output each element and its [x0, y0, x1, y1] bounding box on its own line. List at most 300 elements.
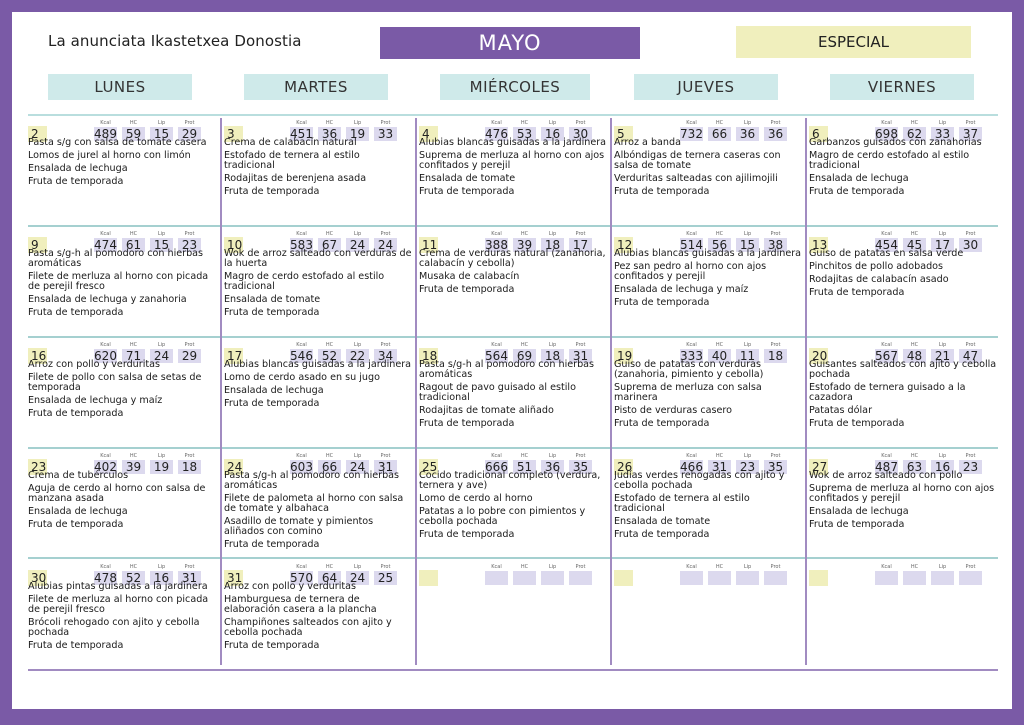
nutrient-label: Prot: [965, 342, 976, 348]
nutrient-label: HC: [129, 231, 138, 237]
nutrient-value: 39: [122, 460, 145, 474]
day-number: 3: [224, 126, 243, 142]
dish-item: Ensalada de lechuga y maíz: [614, 284, 749, 295]
nutrient-label: HC: [325, 231, 334, 237]
dish-item: Ensalada de lechuga: [28, 506, 128, 517]
dish-item: Pasta s/g-h al pomodoro con hierbas aromáticas: [28, 248, 204, 269]
special-label: ESPECIAL: [736, 26, 971, 58]
dish-item: Fruta de temporada: [419, 529, 515, 540]
day-number: 20: [809, 348, 828, 364]
dish-item: Suprema de merluza con salsa marinera: [614, 382, 762, 403]
nutrient-value: [541, 571, 564, 585]
nutrient-value: [708, 571, 731, 585]
dish-list: [224, 360, 413, 412]
nutrient-value: 489: [94, 127, 117, 141]
nutrient-label: HC: [910, 453, 919, 459]
day-number: 9: [28, 237, 47, 253]
nutrient-value: 11: [736, 349, 759, 363]
nutrient-value: 66: [708, 127, 731, 141]
nutrient-label: Kcal: [296, 231, 307, 237]
dish-item: Alubias blancas guisadas a la jardinera: [224, 359, 412, 370]
dish-item: Crema de calabacín natural: [224, 137, 357, 148]
dish-item: Verduritas salteadas con ajilimojili: [614, 173, 778, 184]
nutrient-label: HC: [520, 231, 529, 237]
nutrient-value: 15: [150, 127, 173, 141]
nutrient-value: 36: [736, 127, 759, 141]
dish-item: Arroz a banda: [614, 137, 681, 148]
day-number: 17: [224, 348, 243, 364]
dish-item: Alubias blancas guisadas a la jardinera: [614, 248, 802, 259]
dish-item: Fruta de temporada: [419, 186, 515, 197]
nutrient-value: 25: [374, 571, 397, 585]
dish-item: Fruta de temporada: [809, 418, 905, 429]
nutrient-label: Lip: [353, 453, 362, 459]
nutrient-label: Kcal: [100, 564, 111, 570]
nutrient-value: 33: [931, 127, 954, 141]
nutrient-label: Prot: [965, 120, 976, 126]
day-cell: [28, 231, 217, 339]
nutrient-label: Lip: [157, 231, 166, 237]
nutrient-lip: [541, 564, 564, 586]
day-number: 11: [419, 237, 438, 253]
dish-item: Fruta de temporada: [224, 398, 320, 409]
nutrient-label: HC: [129, 564, 138, 570]
day-number: 31: [224, 570, 243, 586]
dish-list: [419, 138, 608, 200]
nutrient-label: Kcal: [491, 564, 502, 570]
nutrient-label: Prot: [184, 564, 195, 570]
nutrient-label: Lip: [938, 564, 947, 570]
day-cell: [419, 120, 608, 228]
day-number: [614, 570, 633, 586]
nutrient-label: Lip: [743, 453, 752, 459]
nutrient-label: Lip: [353, 231, 362, 237]
dish-list: [809, 471, 998, 533]
nutrient-value: 17: [931, 238, 954, 252]
dish-item: Estofado de ternera al estilo tradicional: [224, 150, 360, 171]
nutrient-label: Prot: [770, 342, 781, 348]
nutrient-value: 17: [569, 238, 592, 252]
dish-list: [614, 360, 803, 432]
nutrient-value: 36: [764, 127, 787, 141]
nutrient-label: Kcal: [881, 342, 892, 348]
nutrient-value: 514: [680, 238, 703, 252]
nutrient-label: Prot: [184, 342, 195, 348]
nutrient-label: HC: [715, 231, 724, 237]
day-cell: [224, 564, 413, 672]
nutrient-value: 71: [122, 349, 145, 363]
nutrient-label: HC: [910, 342, 919, 348]
dish-item: Brócoli rehogado con ajito y cebolla pochada: [28, 617, 200, 638]
nutrient-label: Lip: [548, 231, 557, 237]
nutrient-value: 61: [122, 238, 145, 252]
nutrient-prot: [764, 564, 787, 586]
nutrient-label: Prot: [380, 120, 391, 126]
dish-list: [614, 249, 803, 311]
dish-item: Rodajitas de berenjena asada: [224, 173, 367, 184]
dish-list: [28, 471, 217, 533]
dish-item: Fruta de temporada: [614, 418, 710, 429]
nutrient-label: Prot: [770, 120, 781, 126]
dish-item: Fruta de temporada: [224, 640, 320, 651]
nutrient-value: 22: [346, 349, 369, 363]
dish-list: [614, 138, 803, 200]
dish-list: [614, 471, 803, 543]
nutrient-value: 64: [318, 571, 341, 585]
nutrient-label: Prot: [965, 564, 976, 570]
nutrient-value: 487: [875, 460, 898, 474]
dish-list: [809, 249, 998, 301]
nutrient-label: Prot: [184, 453, 195, 459]
nutrient-label: Kcal: [881, 453, 892, 459]
nutrition-row: [809, 564, 998, 588]
nutrient-label: Prot: [770, 453, 781, 459]
dish-item: Suprema de merluza al horno con ajos confitados y perejil: [809, 483, 995, 504]
day-cell: [809, 231, 998, 339]
dish-list: [224, 249, 413, 321]
nutrient-value: 546: [290, 349, 313, 363]
day-cell: [28, 342, 217, 450]
dish-list: [419, 360, 608, 432]
nutrient-value: 466: [680, 460, 703, 474]
day-number: [809, 570, 828, 586]
dish-item: Magro de cerdo estofado al estilo tradicional: [224, 271, 385, 292]
dish-item: Pasta s/g-h al pomodoro con hierbas aromáticas: [224, 470, 400, 491]
day-cell: [224, 120, 413, 228]
nutrient-value: 47: [959, 349, 982, 363]
dish-item: Wok de arroz salteado con verduras de la huerta: [224, 248, 412, 269]
nutrient-value: 402: [94, 460, 117, 474]
nutrient-value: [903, 571, 926, 585]
day-number: 18: [419, 348, 438, 364]
nutrient-label: Prot: [184, 120, 195, 126]
dish-item: Fruta de temporada: [28, 176, 124, 187]
dish-item: Cocido tradicional completo (verdura, ternera y ave): [419, 470, 601, 491]
dish-item: Filete de palometa al horno con salsa de tomate y albahaca: [224, 493, 404, 514]
nutrient-label: Lip: [743, 120, 752, 126]
dish-item: Filete de pollo con salsa de setas de temporada: [28, 372, 202, 393]
dish-item: Pez san pedro al horno con ajos confitados y perejil: [614, 261, 767, 282]
nutrient-label: HC: [129, 342, 138, 348]
nutrient-value: 24: [346, 571, 369, 585]
day-cell: [614, 120, 803, 228]
dish-item: Albóndigas de ternera caseras con salsa de tomate: [614, 150, 781, 171]
day-number: 13: [809, 237, 828, 253]
nutrient-label: Prot: [184, 231, 195, 237]
nutrient-value: [513, 571, 536, 585]
nutrient-value: 567: [875, 349, 898, 363]
nutrient-label: Lip: [157, 120, 166, 126]
nutrient-value: 24: [150, 349, 173, 363]
nutrient-value: 18: [764, 349, 787, 363]
nutrient-kcal: [485, 564, 508, 586]
day-number: 2: [28, 126, 47, 142]
day-cell: [614, 564, 803, 672]
column-divider: [805, 118, 807, 665]
nutrient-label: Kcal: [491, 231, 502, 237]
day-cell: [28, 120, 217, 228]
dish-item: Filete de merluza al horno con picada de perejil fresco: [28, 271, 209, 292]
nutrient-label: Kcal: [881, 231, 892, 237]
nutrient-value: 48: [903, 349, 926, 363]
nutrient-value: 34: [374, 349, 397, 363]
nutrient-value: 31: [374, 460, 397, 474]
dish-item: Pisto de verduras casero: [614, 405, 733, 416]
day-cell: [809, 120, 998, 228]
dish-item: Pinchitos de pollo adobados: [809, 261, 944, 272]
nutrient-value: 620: [94, 349, 117, 363]
nutrient-label: Lip: [157, 564, 166, 570]
nutrient-value: 18: [178, 460, 201, 474]
day-number: 4: [419, 126, 438, 142]
nutrient-label: Lip: [743, 564, 752, 570]
nutrient-value: 23: [178, 238, 201, 252]
nutrient-label: Prot: [575, 342, 586, 348]
dish-item: Rodajitas de tomate aliñado: [419, 405, 554, 416]
nutrient-value: 30: [959, 238, 982, 252]
nutrient-label: Kcal: [881, 564, 892, 570]
nutrient-label: Prot: [380, 453, 391, 459]
dish-item: Fruta de temporada: [224, 539, 320, 550]
dish-item: Fruta de temporada: [419, 284, 515, 295]
day-cell: [419, 231, 608, 339]
nutrient-value: 69: [513, 349, 536, 363]
dish-item: Fruta de temporada: [614, 529, 710, 540]
nutrient-value: 52: [318, 349, 341, 363]
nutrient-value: 666: [485, 460, 508, 474]
nutrient-label: HC: [129, 453, 138, 459]
nutrient-label: Prot: [575, 231, 586, 237]
nutrient-label: Prot: [380, 342, 391, 348]
day-header-tuesday: MARTES: [244, 74, 388, 100]
nutrient-label: Kcal: [686, 120, 697, 126]
day-number: 23: [28, 459, 47, 475]
month-title: MAYO: [380, 27, 640, 59]
dish-list: [28, 360, 217, 422]
day-header-wednesday: MIÉRCOLES: [440, 74, 590, 100]
day-cell: [614, 342, 803, 450]
nutrient-prot: [959, 564, 982, 586]
nutrient-label: Kcal: [296, 453, 307, 459]
dish-list: [28, 582, 217, 654]
dish-item: Lomo de cerdo al horno: [419, 493, 533, 504]
school-name: La anunciata Ikastetxea Donostia: [48, 32, 302, 50]
dish-item: Rodajitas de calabacín asado: [809, 274, 949, 285]
dish-item: Suprema de merluza al horno con ajos confitados y perejil: [419, 150, 605, 171]
nutrient-value: 35: [764, 460, 787, 474]
nutrient-value: 53: [513, 127, 536, 141]
nutrient-value: 45: [903, 238, 926, 252]
nutrient-label: Prot: [380, 231, 391, 237]
nutrient-label: HC: [910, 564, 919, 570]
nutrient-label: Prot: [770, 231, 781, 237]
nutrient-label: Lip: [743, 231, 752, 237]
nutrient-label: Lip: [548, 453, 557, 459]
dish-item: Lomos de jurel al horno con limón: [28, 150, 191, 161]
dish-item: Pasta s/g con salsa de tomate casera: [28, 137, 207, 148]
nutrient-value: [959, 571, 982, 585]
nutrient-label: Prot: [575, 564, 586, 570]
dish-list: [28, 138, 217, 190]
day-header-monday: LUNES: [48, 74, 192, 100]
table-top-line: [28, 114, 998, 116]
nutrient-value: 40: [708, 349, 731, 363]
nutrient-label: HC: [129, 120, 138, 126]
nutrient-value: 31: [708, 460, 731, 474]
nutrient-label: HC: [325, 453, 334, 459]
nutrient-prot: [569, 564, 592, 586]
nutrient-label: Kcal: [296, 342, 307, 348]
nutrient-label: HC: [715, 342, 724, 348]
dish-item: Fruta de temporada: [809, 287, 905, 298]
dish-item: Guisantes salteados con ajito y cebolla pochada: [809, 359, 997, 380]
dish-item: Fruta de temporada: [28, 519, 124, 530]
nutrient-value: 63: [903, 460, 926, 474]
dish-item: Guiso de patatas en salsa verde: [809, 248, 964, 259]
day-number: 25: [419, 459, 438, 475]
nutrient-label: HC: [910, 231, 919, 237]
dish-item: Fruta de temporada: [224, 186, 320, 197]
day-number: 12: [614, 237, 633, 253]
dish-item: Fruta de temporada: [809, 186, 905, 197]
nutrient-value: 564: [485, 349, 508, 363]
nutrient-label: Prot: [965, 231, 976, 237]
dish-item: Aguja de cerdo al horno con salsa de manzana asada: [28, 483, 206, 504]
nutrient-value: 36: [318, 127, 341, 141]
dish-item: Fruta de temporada: [28, 640, 124, 651]
dish-list: [224, 471, 413, 553]
day-cell: [809, 453, 998, 561]
nutrient-value: 15: [150, 238, 173, 252]
nutrient-label: Prot: [575, 453, 586, 459]
nutrient-label: Prot: [770, 564, 781, 570]
nutrient-label: Kcal: [296, 564, 307, 570]
day-number: 19: [614, 348, 633, 364]
dish-item: Ensalada de lechuga: [224, 385, 324, 396]
dish-item: Crema de verduras natural (zanahoria, calabacín y cebolla): [419, 248, 606, 269]
nutrient-label: Kcal: [491, 342, 502, 348]
nutrient-label: Kcal: [491, 120, 502, 126]
dish-item: Fruta de temporada: [419, 418, 515, 429]
nutrient-value: 31: [178, 571, 201, 585]
nutrient-label: Kcal: [686, 342, 697, 348]
nutrient-value: 16: [150, 571, 173, 585]
day-number: 30: [28, 570, 47, 586]
day-number: 26: [614, 459, 633, 475]
nutrition-row: [614, 564, 803, 588]
nutrient-value: 39: [513, 238, 536, 252]
nutrient-value: 732: [680, 127, 703, 141]
day-header-thursday: JUEVES: [634, 74, 778, 100]
dish-item: Musaka de calabacín: [419, 271, 520, 282]
nutrient-label: HC: [520, 120, 529, 126]
day-number: 24: [224, 459, 243, 475]
day-cell: [224, 342, 413, 450]
nutrient-value: 23: [959, 460, 982, 474]
nutrient-value: 15: [736, 238, 759, 252]
dish-item: Ensalada de lechuga: [809, 173, 909, 184]
nutrient-label: Kcal: [686, 564, 697, 570]
day-cell: [419, 564, 608, 672]
dish-list: [224, 138, 413, 200]
nutrient-value: 583: [290, 238, 313, 252]
dish-item: Arroz con pollo y verduritas: [28, 359, 161, 370]
nutrient-value: 23: [736, 460, 759, 474]
dish-item: Patatas a lo pobre con pimientos y cebolla pochada: [419, 506, 586, 527]
dish-item: Lomo de cerdo asado en su jugo: [224, 372, 380, 383]
nutrient-label: Kcal: [881, 120, 892, 126]
nutrient-value: [931, 571, 954, 585]
day-header-friday: VIERNES: [830, 74, 974, 100]
dish-item: Estofado de ternera al estilo tradicional: [614, 493, 750, 514]
day-number: 10: [224, 237, 243, 253]
nutrient-value: 31: [569, 349, 592, 363]
nutrient-value: 16: [931, 460, 954, 474]
dish-list: [419, 471, 608, 543]
nutrient-value: 24: [346, 460, 369, 474]
dish-item: Fruta de temporada: [28, 408, 124, 419]
day-cell: [224, 453, 413, 561]
dish-item: Judías verdes rehogadas con ajito y cebolla pochada: [614, 470, 785, 491]
day-cell: [419, 453, 608, 561]
dish-item: Champiñones salteados con ajito y cebolla pochada: [224, 617, 392, 638]
nutrient-value: 29: [178, 127, 201, 141]
nutrient-value: 66: [318, 460, 341, 474]
nutrient-label: Lip: [353, 120, 362, 126]
nutrient-label: Lip: [743, 342, 752, 348]
nutrient-label: HC: [325, 120, 334, 126]
dish-item: Ensalada de tomate: [419, 173, 516, 184]
column-divider: [415, 118, 417, 665]
nutrient-value: 24: [374, 238, 397, 252]
dish-item: Ensalada de lechuga y maíz: [28, 395, 163, 406]
nutrient-value: 21: [931, 349, 954, 363]
nutrient-label: HC: [715, 564, 724, 570]
dish-item: Fruta de temporada: [809, 519, 905, 530]
nutrient-value: 59: [122, 127, 145, 141]
day-cell: [614, 453, 803, 561]
dish-item: Pasta s/g-h al pomodoro con hierbas aromáticas: [419, 359, 595, 380]
nutrient-label: Lip: [938, 453, 947, 459]
nutrient-value: 18: [541, 238, 564, 252]
nutrient-label: Lip: [157, 453, 166, 459]
nutrient-label: HC: [715, 120, 724, 126]
dish-item: Filete de merluza al horno con picada de perejil fresco: [28, 594, 209, 615]
dish-item: Garbanzos guisados con zanahorias: [809, 137, 982, 148]
nutrient-value: 52: [122, 571, 145, 585]
dish-item: Ensalada de lechuga y zanahoria: [28, 294, 187, 305]
day-number: 16: [28, 348, 47, 364]
nutrient-value: [875, 571, 898, 585]
nutrient-label: HC: [520, 564, 529, 570]
nutrient-value: 24: [346, 238, 369, 252]
nutrient-label: Lip: [548, 120, 557, 126]
nutrient-value: 570: [290, 571, 313, 585]
day-cell: [809, 342, 998, 450]
day-number: 27: [809, 459, 828, 475]
dish-item: Alubias pintas guisadas a la jardinera: [28, 581, 208, 592]
nutrient-label: Kcal: [100, 453, 111, 459]
nutrient-hc: [513, 564, 536, 586]
column-divider: [610, 118, 612, 665]
nutrient-label: HC: [910, 120, 919, 126]
nutrient-value: 388: [485, 238, 508, 252]
dish-item: Fruta de temporada: [614, 186, 710, 197]
nutrient-value: 603: [290, 460, 313, 474]
dish-item: Fruta de temporada: [224, 307, 320, 318]
nutrient-label: Lip: [938, 120, 947, 126]
nutrition-row: [419, 564, 608, 588]
